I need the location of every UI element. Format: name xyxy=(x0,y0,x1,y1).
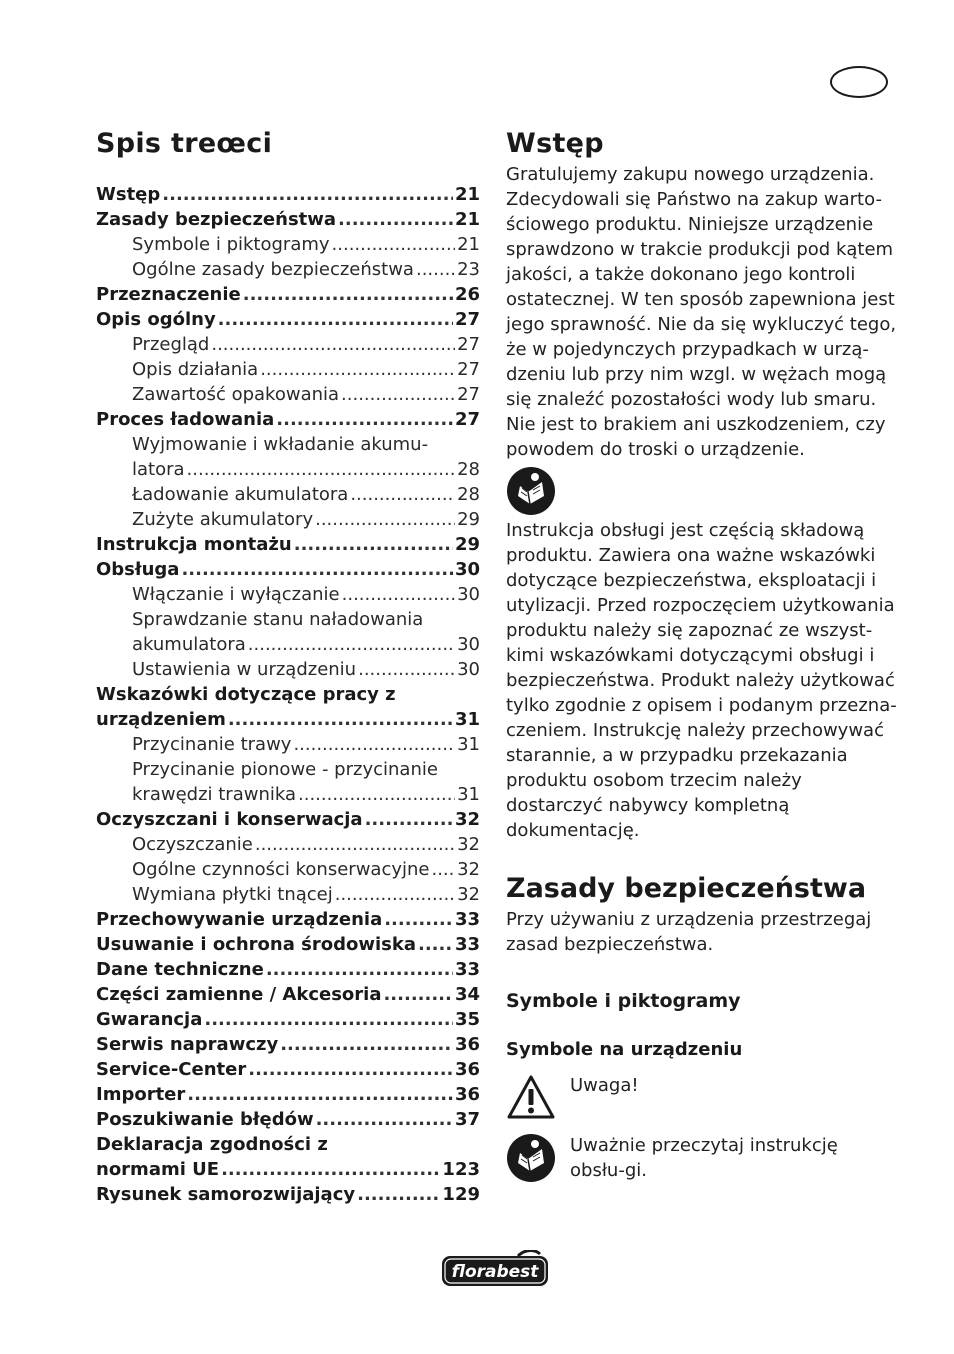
toc-entry-page: 36 xyxy=(454,1084,480,1105)
toc-entry-page: 129 xyxy=(442,1184,480,1205)
toc-entry-page: 31 xyxy=(457,784,480,805)
toc-entry xyxy=(96,332,480,357)
toc-entry xyxy=(96,532,480,557)
toc-dot-leader xyxy=(204,1007,453,1032)
toc-dot-leader xyxy=(228,707,453,732)
read-manual-icon xyxy=(506,1133,556,1183)
toc-entry xyxy=(96,307,480,332)
toc-entry-page: 33 xyxy=(454,909,480,930)
toc-entry xyxy=(96,957,480,982)
toc-entry-title: Części zamienne / Akcesoria xyxy=(96,984,382,1005)
toc-entry-page: 35 xyxy=(454,1009,480,1030)
toc-entry xyxy=(96,757,480,782)
toc-entry xyxy=(96,732,480,757)
toc-entry xyxy=(96,682,480,707)
toc-entry-page: 34 xyxy=(454,984,480,1005)
toc-entry-title: Wymiana płytki tnącej xyxy=(132,884,333,905)
toc-entry-page: 29 xyxy=(457,509,480,530)
toc-entry-page: 21 xyxy=(457,234,480,255)
toc-dot-leader xyxy=(342,582,455,607)
toc-entry xyxy=(96,1057,480,1082)
toc-entry xyxy=(96,857,480,882)
toc-entry-title: Rysunek samorozwijający xyxy=(96,1184,356,1205)
toc-dot-leader xyxy=(358,657,455,682)
toc-entry-page: 31 xyxy=(457,734,480,755)
toc-dot-leader xyxy=(383,982,452,1007)
toc-entry-title: Wstęp xyxy=(96,184,161,205)
toc-dot-leader xyxy=(341,382,455,407)
toc-entry-page: 30 xyxy=(457,634,480,655)
toc-entry-page: 27 xyxy=(457,359,480,380)
toc-entry-page: 26 xyxy=(454,284,480,305)
toc-entry xyxy=(96,257,480,282)
toc-dot-leader xyxy=(418,932,453,957)
toc-entry-page: 21 xyxy=(454,184,480,205)
toc-entry xyxy=(96,357,480,382)
toc-entry-page: 33 xyxy=(454,959,480,980)
toc-entry-title: Przechowywanie urządzenia xyxy=(96,909,383,930)
toc-dot-leader xyxy=(316,1107,453,1132)
toc-entry-page: 30 xyxy=(457,659,480,680)
toc-entry xyxy=(96,607,480,632)
toc-entry-title: Ustawienia w urządzeniu xyxy=(132,659,357,680)
toc-entry xyxy=(96,932,480,957)
toc-dot-leader xyxy=(357,1182,440,1207)
toc-entry xyxy=(96,1032,480,1057)
toc-dot-leader xyxy=(255,832,455,857)
svg-text:florabest: florabest xyxy=(451,1262,539,1282)
toc-entry-page: 37 xyxy=(454,1109,480,1130)
main-content xyxy=(506,126,898,1183)
toc-entry-page: 28 xyxy=(457,484,480,505)
toc-entry xyxy=(96,1082,480,1107)
toc-dot-leader xyxy=(416,257,455,282)
toc-entry-title: urządzeniem xyxy=(96,709,226,730)
toc-dot-leader xyxy=(260,357,455,382)
toc-entry-title: Poszukiwanie błędów xyxy=(96,1109,314,1130)
toc-dot-leader xyxy=(338,207,453,232)
toc-entry-title: Włączanie i wyłączanie xyxy=(132,584,340,605)
toc-entry-title: Opis ogólny xyxy=(96,309,216,330)
toc-entry-title: Zawartość opakowania xyxy=(132,384,340,405)
manual-paragraph: Instrukcja obsługi jest częścią składową produktu. Zawiera ona ważne wskazówki dotyczące bezpieczeństwa, eksploatacji i utylizacji. Przed rozpoczęciem użytkowania produktu należy się zapoznać ze wszyst-kimi wskazówkami dotyczącymi obsługi i bezpieczeństwa. Produkt należy użytkować tylko zgodnie z opisem i podanym przezna-czeniem. Instrukcję należy przechowywać starannie, a w przypadku przekazania produktu osobom trzecim należy dostarczyć nabywcy kompletną dokumentację. xyxy=(506,520,897,841)
toc-dot-leader xyxy=(335,882,455,907)
toc-entry xyxy=(96,232,480,257)
toc-entry-title: Obsługa xyxy=(96,559,180,580)
toc-dot-leader xyxy=(298,782,455,807)
symbols-heading: Symbole i piktogramy xyxy=(506,990,741,1012)
toc-dot-leader xyxy=(187,457,456,482)
toc-entry xyxy=(96,1157,480,1182)
toc-entry-title: Wyjmowanie i wkładanie akumu- xyxy=(132,434,429,455)
toc-entry xyxy=(96,782,480,807)
toc-entry-title: normami UE xyxy=(96,1159,220,1180)
toc-entry-page: 36 xyxy=(454,1034,480,1055)
toc-dot-leader xyxy=(218,307,453,332)
toc-entry-title: Importer xyxy=(96,1084,186,1105)
toc-entry-title: Deklaracja zgodności z xyxy=(96,1134,328,1155)
toc-dot-leader xyxy=(266,957,453,982)
toc-title: Spis treœci xyxy=(96,128,273,159)
safety-paragraph: Przy używaniu z urządzenia przestrzegaj zasad bezpieczeństwa. xyxy=(506,909,872,955)
toc-entry-title: Przegląd xyxy=(132,334,210,355)
florabest-logo xyxy=(440,1250,550,1288)
toc-entry xyxy=(96,632,480,657)
toc-entry-page: 32 xyxy=(457,859,480,880)
toc-entry-page: 29 xyxy=(454,534,480,555)
toc-entry-page: 32 xyxy=(454,809,480,830)
toc-entry-page: 32 xyxy=(457,884,480,905)
toc-entry xyxy=(96,1107,480,1132)
toc-entry-title: Przeznaczenie xyxy=(96,284,241,305)
toc-entry-title: Symbole i piktogramy xyxy=(132,234,330,255)
toc-entry-page: 27 xyxy=(457,384,480,405)
toc-entry xyxy=(96,207,480,232)
on-device-heading: Symbole na urządzeniu xyxy=(506,1039,743,1060)
toc-dot-leader xyxy=(162,182,453,207)
toc-entry-title: Ładowanie akumulatora xyxy=(132,484,349,505)
toc-entry-page: 28 xyxy=(457,459,480,480)
toc-entry xyxy=(96,582,480,607)
toc-entry-page: 21 xyxy=(454,209,480,230)
toc-entry-title: Ogólne zasady bezpieczeństwa xyxy=(132,259,414,280)
language-indicator-oval xyxy=(830,66,888,98)
toc-entry-page: 31 xyxy=(454,709,480,730)
toc-entry-page: 123 xyxy=(442,1159,480,1180)
toc-entry xyxy=(96,1182,480,1207)
toc-entry xyxy=(96,482,480,507)
toc-list xyxy=(96,182,480,1207)
toc-entry-page: 27 xyxy=(457,334,480,355)
toc-dot-leader xyxy=(276,407,453,432)
toc-dot-leader xyxy=(293,732,455,757)
toc-entry xyxy=(96,982,480,1007)
toc-entry-title: Przycinanie pionowe - przycinanie xyxy=(132,759,438,780)
toc-entry xyxy=(96,882,480,907)
toc-dot-leader xyxy=(221,1157,440,1182)
toc-entry-title: akumulatora xyxy=(132,634,246,655)
toc-entry-title: Service-Center xyxy=(96,1059,247,1080)
toc-entry-title: Opis działania xyxy=(132,359,259,380)
toc-dot-leader xyxy=(248,632,455,657)
toc-entry xyxy=(96,432,480,457)
toc-entry-title: Oczyszczanie xyxy=(132,834,253,855)
table-of-contents xyxy=(96,126,480,1207)
toc-entry xyxy=(96,407,480,432)
toc-entry-page: 36 xyxy=(454,1059,480,1080)
toc-dot-leader xyxy=(332,232,456,257)
toc-dot-leader xyxy=(243,282,453,307)
toc-entry-page: 30 xyxy=(454,559,480,580)
toc-entry xyxy=(96,557,480,582)
toc-entry xyxy=(96,657,480,682)
safety-title: Zasady bezpieczeństwa xyxy=(506,873,867,904)
toc-dot-leader xyxy=(384,907,453,932)
toc-entry-title: Gwarancja xyxy=(96,1009,203,1030)
toc-dot-leader xyxy=(187,1082,453,1107)
toc-entry-title: Wskazówki dotyczące pracy z xyxy=(96,684,396,705)
toc-entry xyxy=(96,507,480,532)
toc-entry-title: krawędzi trawnika xyxy=(132,784,297,805)
toc-entry xyxy=(96,707,480,732)
toc-entry xyxy=(96,907,480,932)
toc-dot-leader xyxy=(248,1057,453,1082)
toc-entry xyxy=(96,282,480,307)
toc-entry-title: Zużyte akumulatory xyxy=(132,509,314,530)
toc-entry xyxy=(96,382,480,407)
toc-entry xyxy=(96,1007,480,1032)
toc-entry-page: 23 xyxy=(457,259,480,280)
toc-entry-title: Oczyszczani i konserwacja xyxy=(96,809,363,830)
toc-dot-leader xyxy=(280,1032,453,1057)
toc-entry-title: Ogólne czynności konserwacyjne xyxy=(132,859,430,880)
symbol-warning-text: Uwaga! xyxy=(570,1075,639,1096)
toc-entry-title: Zasady bezpieczeństwa xyxy=(96,209,337,230)
toc-dot-leader xyxy=(181,557,453,582)
toc-entry-title: Przycinanie trawy xyxy=(132,734,292,755)
toc-entry-page: 30 xyxy=(457,584,480,605)
intro-title: Wstęp xyxy=(506,128,604,159)
toc-entry-title: latora xyxy=(132,459,185,480)
symbol-row-read-manual xyxy=(506,1133,898,1183)
toc-entry xyxy=(96,807,480,832)
toc-dot-leader xyxy=(365,807,453,832)
toc-entry-page: 32 xyxy=(457,834,480,855)
toc-entry-page: 33 xyxy=(454,934,480,955)
toc-entry-title: Proces ładowania xyxy=(96,409,275,430)
toc-entry-title: Usuwanie i ochrona środowiska xyxy=(96,934,416,955)
toc-entry-title: Dane techniczne xyxy=(96,959,264,980)
read-manual-icon xyxy=(506,466,556,516)
toc-dot-leader xyxy=(350,482,455,507)
toc-entry xyxy=(96,832,480,857)
intro-paragraph: Gratulujemy zakupu nowego urządzenia. Zdecydowali się Państwo na zakup warto-ściowego produktu. Niniejsze urządzenie sprawdzono w trakcie produkcji pod kątem jakości, a także dokonano jego kontroli ostatecznej. W ten sposób zapewniona jest jego sprawność. Nie da się wykluczyć tego, że w pojedynczych przypadkach w urzą-dzeniu lub przy nim wzgl. w wężach mogą się znaleźć pozostałości wody lub smaru. Nie jest to brakiem ani uszkodzeniem, czy powodem do troski o urządzenie. xyxy=(506,164,897,460)
toc-entry-page: 27 xyxy=(454,409,480,430)
toc-entry-title: Serwis naprawczy xyxy=(96,1034,279,1055)
toc-entry xyxy=(96,182,480,207)
symbol-read-manual-text: Uważnie przeczytaj instrukcję obsłu-gi. xyxy=(570,1135,838,1181)
toc-dot-leader xyxy=(431,857,455,882)
warning-triangle-icon xyxy=(506,1073,556,1123)
toc-dot-leader xyxy=(211,332,455,357)
symbol-row-warning xyxy=(506,1073,898,1123)
toc-entry xyxy=(96,1132,480,1157)
toc-dot-leader xyxy=(294,532,453,557)
toc-entry xyxy=(96,457,480,482)
toc-entry-title: Sprawdzanie stanu naładowania xyxy=(132,609,424,630)
toc-entry-title: Instrukcja montażu xyxy=(96,534,292,555)
toc-dot-leader xyxy=(315,507,455,532)
toc-entry-page: 27 xyxy=(454,309,480,330)
